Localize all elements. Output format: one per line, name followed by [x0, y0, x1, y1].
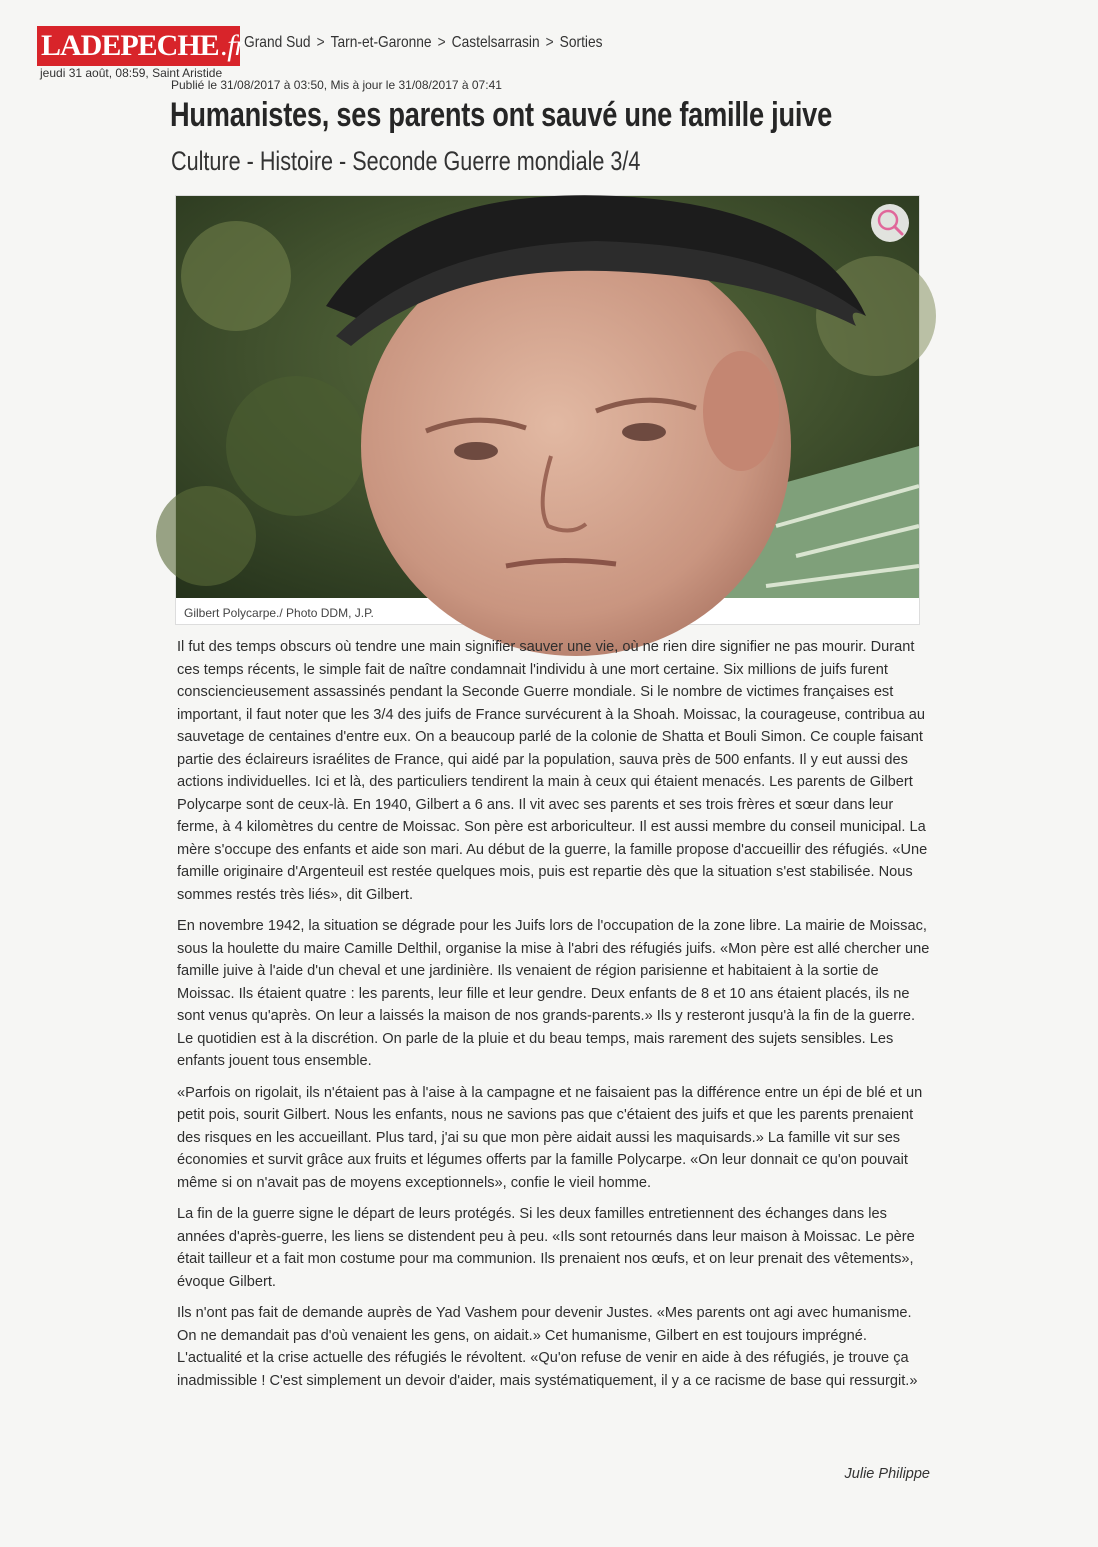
breadcrumb-item-castelsarrasin[interactable]: Castelsarrasin [451, 34, 540, 51]
article-paragraph: «Parfois on rigolait, ils n'étaient pas à l'aise à la campagne et ne faisaient pas la différence entre un épi de blé et un petit pois, sourit Gilbert. Nous les enfants, nous ne savions pas que c'étaient des juifs et que les parents prenaient des risques en les accueillant. Plus tard, j'ai su que mon père aidait aussi les maquisards.» La famille vit sur ses économies et survit grâce aux fruits et légumes offerts par la famille Polycarpe. «On leur donnait ce qu'on pouvait même si on n'avait pas de moyens exceptionnels», confie le vieil homme. [177, 1084, 923, 1191]
article-photo[interactable] [176, 196, 919, 598]
portrait-illustration [176, 196, 919, 598]
breadcrumb-separator: > [545, 34, 554, 51]
logo-text: LADEPECHE [41, 29, 219, 62]
magnifier-icon [871, 204, 909, 242]
zoom-button[interactable] [871, 204, 909, 242]
article-paragraph: Il fut des temps obscurs où tendre une main signifier sauver une vie, où ne rien dire signifier ne pas mourir. Durant ces temps récents, le simple fait de naître condamnait l'individu à une mort certaine. Six millions de juifs furent consciencieusement assassinés pendant la Seconde Guerre mondiale. Si le nombre de victimes françaises est important, il faut noter que les 3/4 des juifs de France survécurent à la Shoah. Moissac, la courageuse, contribua au sauvetage de centaines d'entre eux. On a beaucoup parlé de la colonie de Shatta et Bouli Simon. Ce couple faisant partie des éclaireurs israélites de France, qui aidé par la population, sauva près de 500 enfants. Il y eut aussi des actions individuelles. Ici et là, des particuliers tendirent la main à ceux qui étaient menacés. Les parents de Gilbert Polycarpe sont de ceux-là. En 1940, Gilbert a 6 ans. Il vit avec ses parents et ses trois frères et sœur dans leur ferme, à 4 kilomètres du centre de Moissac. Son père est arboriculteur. Il est aussi membre du conseil municipal. La mère s'occupe des enfants et aide son mari. Au début de la guerre, la famille propose d'accueillir des réfugiés. «Une famille originaire d'Argenteuil est restée quelques mois, puis est repartie dès que la situation s'est stabilisée. Nous sommes restés très liés», dit Gilbert. [177, 639, 928, 903]
breadcrumb-separator: > [437, 34, 446, 51]
article-photo-figure [175, 195, 920, 625]
article-author: Julie Philippe [844, 1466, 930, 1482]
dateline: jeudi 31 août, 08:59, Saint Aristide [40, 66, 223, 80]
ladepeche-logo[interactable] [37, 26, 246, 66]
article-body [177, 636, 931, 1401]
breadcrumb-item-sorties[interactable]: Sorties [559, 34, 603, 51]
breadcrumb-item-tarn-et-garonne[interactable]: Tarn-et-Garonne [330, 34, 432, 51]
breadcrumb [244, 34, 603, 52]
article-paragraph: La fin de la guerre signe le départ de leurs protégés. Si les deux familles entretiennent des échanges dans les années d'après-guerre, les liens se distendent peu à peu. «Ils sont retournés dans leur maison à Moissac. Le père était tailleur et a fait mon costume pour ma communion. Ils prenaient nos œufs, et on leur prenait des vêtements», évoque Gilbert. [177, 1206, 915, 1290]
published-date: Publié le 31/08/2017 à 03:50, Mis à jour le 31/08/2017 à 07:41 [171, 78, 502, 92]
article-paragraph: Ils n'ont pas fait de demande auprès de Yad Vashem pour devenir Justes. «Mes parents ont agi avec humanisme. On ne demandait pas d'où venaient les gens, on aidait.» Cet humanisme, Gilbert en est toujours imprégné. L'actualité et la crise actuelle des réfugiés le révoltent. «Qu'on refuse de venir en aide à des réfugiés, je trouve ça inadmissible ! C'est simplement un devoir d'aider, mais systématiquement, il y a ce racisme de base qui ressurgit.» [177, 1305, 918, 1389]
breadcrumb-item-grand-sud[interactable]: Grand Sud [244, 34, 311, 51]
logo-suffix: .fr [220, 29, 246, 62]
photo-caption: Gilbert Polycarpe./ Photo DDM, J.P. [184, 606, 374, 620]
article-paragraph: En novembre 1942, la situation se dégrade pour les Juifs lors de l'occupation de la zone libre. La mairie de Moissac, sous la houlette du maire Camille Delthil, organise la mise à l'abri des réfugiés juifs. «Mon père est allé chercher une famille juive à l'aide d'un cheval et une jardinière. Ils venaient de région parisienne et habitaient à la sortie de Moissac. Ils étaient quatre : les parents, leur fille et leur gendre. Deux enfants de 8 et 10 ans étaient placés, ils ne sont venus qu'après. On leur a laissés la maison de nos grands-parents.» Ils y resteront jusqu'à la fin de la guerre. Le quotidien est à la discrétion. On parle de la pluie et du beau temps, mais rarement des sujets sensibles. Les enfants jouent tous ensemble. [177, 918, 930, 1069]
article-title: Humanistes, ses parents ont sauvé une famille juive [170, 96, 832, 134]
breadcrumb-separator: > [316, 34, 325, 51]
article-subtitle: Culture - Histoire - Seconde Guerre mondiale 3/4 [171, 146, 641, 176]
